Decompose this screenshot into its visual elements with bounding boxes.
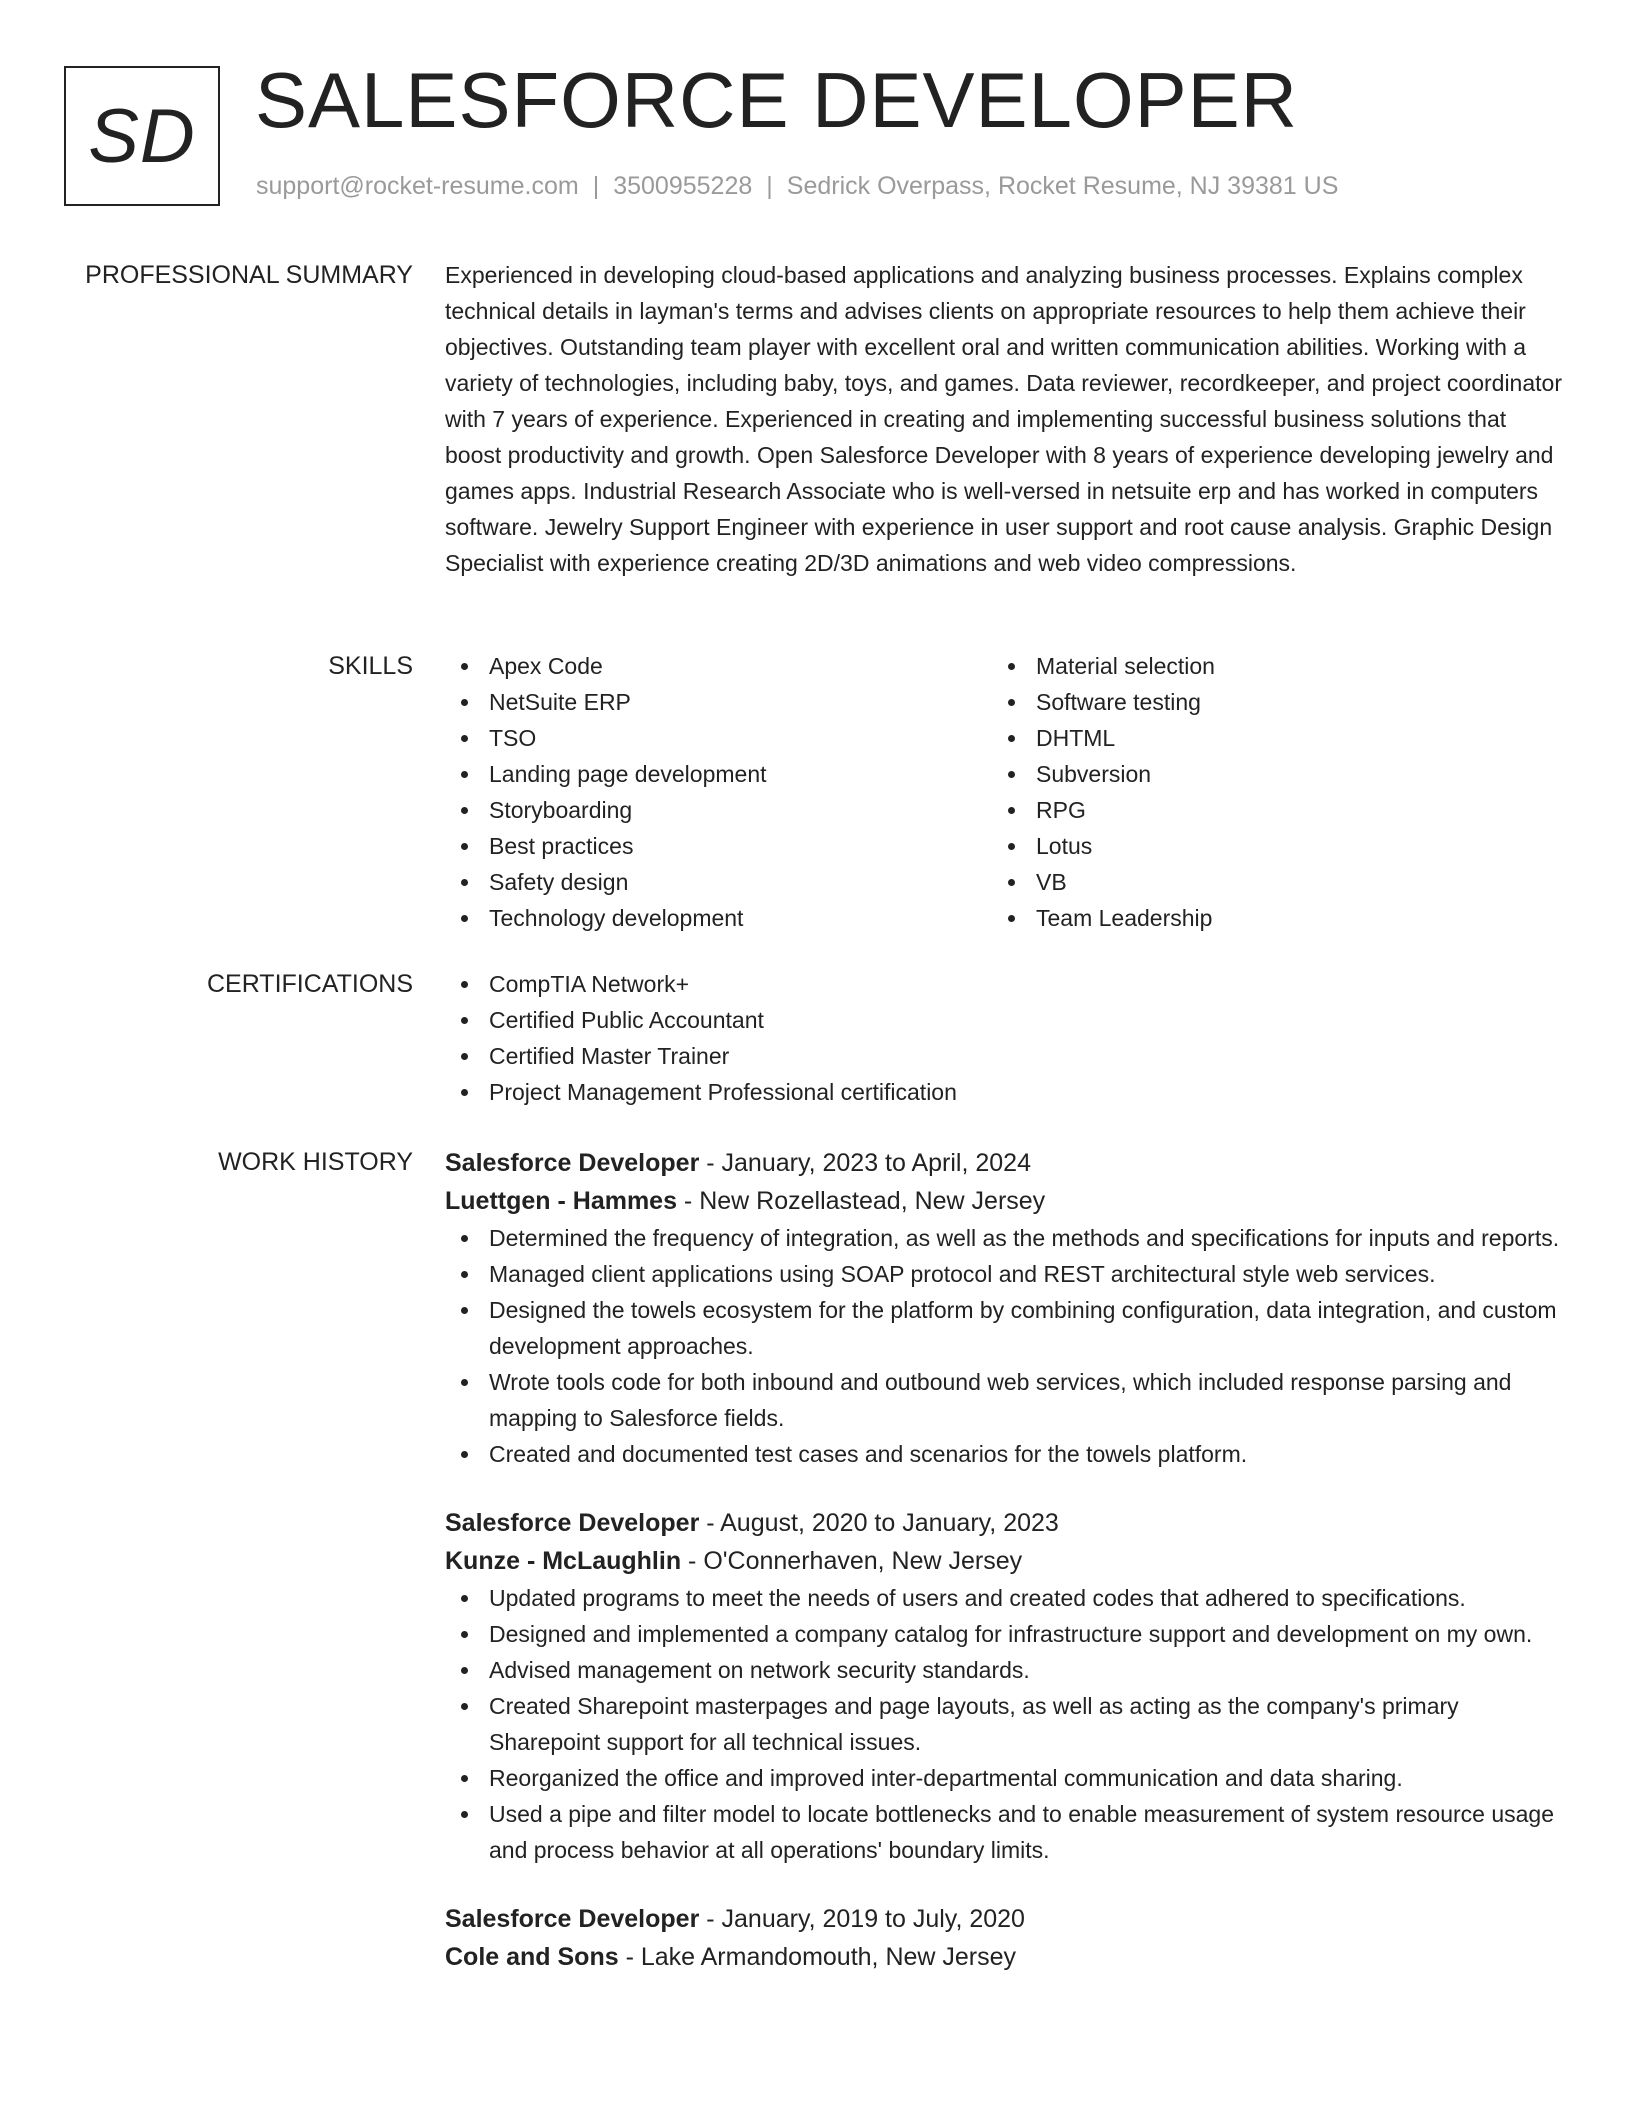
list-item: Project Management Professional certification: [445, 1074, 1565, 1110]
contact-line: [256, 172, 1338, 201]
job-company: Cole and Sons: [445, 1943, 619, 1971]
summary-text: Experienced in developing cloud-based applications and analyzing business processes. Explains complex technical details in layman's terms and advises clients on appropriate resources to help them achieve their objectives. Outstanding team player with excellent oral and written communication abilities. Working with a variety of technologies, including baby, toys, and games. Data reviewer, recordkeeper, and project coordinator with 7 years of experience. Experienced in creating and implementing successful business solutions that boost productivity and growth. Open Salesforce Developer with 8 years of experience developing jewelry and games apps. Industrial Research Associate who is well-versed in netsuite erp and has worked in computers software. Jewelry Support Engineer with experience in user support and root cause analysis. Graphic Design Specialist with experience creating 2D/3D animations and web video compressions.: [445, 262, 1562, 576]
list-item: TSO: [445, 720, 992, 756]
job-company: Kunze - McLaughlin: [445, 1547, 682, 1575]
list-item: DHTML: [992, 720, 1539, 756]
contact-email[interactable]: support@rocket-resume.com: [256, 172, 579, 200]
job-title-line: [445, 1900, 1565, 1938]
job-location: - O'Connerhaven, New Jersey: [681, 1547, 1023, 1575]
list-item: RPG: [992, 792, 1539, 828]
list-item: Managed client applications using SOAP protocol and REST architectural style web services.: [445, 1256, 1565, 1292]
certifications-list: [445, 966, 1565, 1110]
list-item: Landing page development: [445, 756, 992, 792]
job-entry: [445, 1504, 1565, 1868]
list-item: Advised management on network security standards.: [445, 1652, 1565, 1688]
work-history-body: [445, 1144, 1565, 1976]
job-bullets: [445, 1580, 1565, 1868]
monogram-box: [64, 66, 220, 206]
list-item: Team Leadership: [992, 900, 1539, 936]
list-item: Certified Public Accountant: [445, 1002, 1565, 1038]
list-item: Subversion: [992, 756, 1539, 792]
list-item: Storyboarding: [445, 792, 992, 828]
job-location: - New Rozellastead, New Jersey: [676, 1187, 1046, 1215]
job-title-line: [445, 1504, 1565, 1542]
job-location: - Lake Armandomouth, New Jersey: [618, 1943, 1017, 1971]
certifications-body: [445, 966, 1565, 1110]
list-item: Safety design: [445, 864, 992, 900]
contact-separator: |: [592, 172, 600, 200]
list-item: Determined the frequency of integration, as well as the methods and specifications for inputs and reports.: [445, 1220, 1565, 1256]
list-item: VB: [992, 864, 1539, 900]
job-title: Salesforce Developer: [445, 1905, 700, 1933]
list-item: Updated programs to meet the needs of users and created codes that adhered to specifications.: [445, 1580, 1565, 1616]
skills-list-left: [445, 648, 992, 936]
list-item: Technology development: [445, 900, 992, 936]
contact-address: Sedrick Overpass, Rocket Resume, NJ 39381 US: [786, 172, 1339, 200]
list-item: Software testing: [992, 684, 1539, 720]
job-company: Luettgen - Hammes: [445, 1187, 677, 1215]
list-item: Apex Code: [445, 648, 992, 684]
job-bullets: [445, 1220, 1565, 1472]
list-item: Created Sharepoint masterpages and page layouts, as well as acting as the company's primary Sharepoint support for all technical issues.: [445, 1688, 1565, 1760]
skills-heading: SKILLS: [328, 652, 413, 680]
list-item: Material selection: [992, 648, 1539, 684]
contact-separator: |: [766, 172, 773, 200]
list-item: Designed and implemented a company catalog for infrastructure support and development on my own.: [445, 1616, 1565, 1652]
list-item: Used a pipe and filter model to locate bottlenecks and to enable measurement of system resource usage and process behavior at all operations' boundary limits.: [445, 1796, 1565, 1868]
job-entry: [445, 1144, 1565, 1472]
skills-list-right: [992, 648, 1539, 936]
skills-body: [445, 648, 1565, 936]
job-dates: - August, 2020 to January, 2023: [699, 1509, 1059, 1537]
list-item: Best practices: [445, 828, 992, 864]
job-company-line: [445, 1182, 1565, 1220]
monogram-initials: SD: [88, 93, 196, 179]
job-company-line: [445, 1542, 1565, 1580]
job-title-line: [445, 1144, 1565, 1182]
list-item: Wrote tools code for both inbound and outbound web services, which included response parsing and mapping to Salesforce fields.: [445, 1364, 1565, 1436]
contact-phone[interactable]: 3500955228: [613, 172, 753, 200]
job-title: Salesforce Developer: [445, 1149, 700, 1177]
job-company-line: [445, 1938, 1565, 1976]
job-title: Salesforce Developer: [445, 1509, 700, 1537]
list-item: NetSuite ERP: [445, 684, 992, 720]
list-item: Certified Master Trainer: [445, 1038, 1565, 1074]
list-item: Reorganized the office and improved inter-departmental communication and data sharing.: [445, 1760, 1565, 1796]
job-dates: - January, 2023 to April, 2024: [699, 1149, 1031, 1177]
job-dates: - January, 2019 to July, 2020: [699, 1905, 1025, 1933]
page-title: SALESFORCE DEVELOPER: [255, 56, 1298, 144]
work-history-heading: WORK HISTORY: [218, 1148, 413, 1176]
summary-heading: PROFESSIONAL SUMMARY: [85, 261, 413, 289]
list-item: CompTIA Network+: [445, 966, 1565, 1002]
certifications-heading: CERTIFICATIONS: [206, 970, 413, 998]
job-entry: [445, 1900, 1565, 1976]
list-item: Created and documented test cases and scenarios for the towels platform.: [445, 1436, 1565, 1472]
summary-body: [445, 257, 1565, 581]
list-item: Lotus: [992, 828, 1539, 864]
list-item: Designed the towels ecosystem for the platform by combining configuration, data integration, and custom development approaches.: [445, 1292, 1565, 1364]
